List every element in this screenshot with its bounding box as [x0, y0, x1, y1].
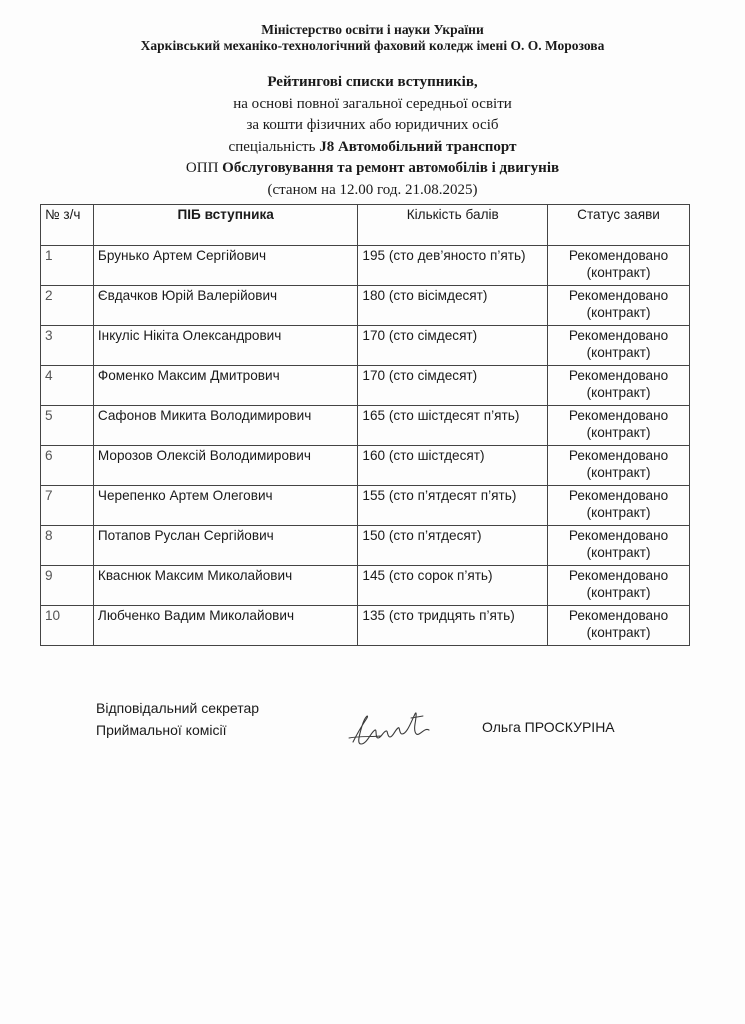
row-num: 4	[41, 366, 94, 406]
row-status: Рекомендовано (контракт)	[548, 246, 690, 286]
row-name: Фоменко Максим Дмитрович	[93, 366, 358, 406]
row-num: 8	[41, 526, 94, 566]
row-score: 160 (сто шістдесят)	[358, 446, 548, 486]
header-status: Статус заяви	[548, 205, 690, 246]
position-line-1: Відповідальний секретар	[96, 700, 260, 716]
specialty-prefix: спеціальність	[228, 138, 320, 155]
table-row	[41, 326, 690, 366]
header-name: ПІБ вступника	[93, 205, 358, 246]
row-status: Рекомендовано (контракт)	[548, 606, 690, 646]
rating-table	[40, 204, 690, 646]
row-num: 2	[41, 286, 94, 326]
row-name: Морозов Олексій Володимирович	[93, 446, 358, 486]
row-score: 195 (сто дев’яносто п’ять)	[358, 246, 548, 286]
as-of-date: (станом на 12.00 год. 21.08.2025)	[267, 181, 478, 198]
specialty-name: J8 Автомобільний транспорт	[319, 138, 517, 155]
row-name: Потапов Руслан Сергійович	[93, 526, 358, 566]
row-num: 7	[41, 486, 94, 526]
handwritten-signature	[345, 704, 435, 754]
program-line	[0, 158, 745, 180]
row-status: Рекомендовано (контракт)	[548, 566, 690, 606]
specialty-line	[0, 137, 745, 159]
college-name: Харківський механіко-технологічний фаховий коледж імені О. О. Морозова	[140, 38, 605, 53]
row-score: 165 (сто шістдесят п’ять)	[358, 406, 548, 446]
row-num: 1	[41, 246, 94, 286]
row-num: 5	[41, 406, 94, 446]
position-line-2: Приймальної комісії	[96, 722, 227, 738]
table-row	[41, 286, 690, 326]
row-name: Кваснюк Максим Миколайович	[93, 566, 358, 606]
header-score: Кількість балів	[358, 205, 548, 246]
row-score: 180 (сто вісімдесят)	[358, 286, 548, 326]
row-name: Брунько Артем Сергійович	[93, 246, 358, 286]
table-row	[41, 446, 690, 486]
row-status: Рекомендовано (контракт)	[548, 286, 690, 326]
table-row	[41, 486, 690, 526]
row-score: 150 (сто п’ятдесят)	[358, 526, 548, 566]
signatory-position	[96, 697, 259, 741]
table-row	[41, 406, 690, 446]
table-row	[41, 606, 690, 646]
signer-name: Ольга ПРОСКУРІНА	[482, 719, 615, 735]
row-status: Рекомендовано (контракт)	[548, 366, 690, 406]
row-name: Євдачков Юрій Валерійович	[93, 286, 358, 326]
table-row	[41, 566, 690, 606]
row-name: Сафонов Микита Володимирович	[93, 406, 358, 446]
table-row	[41, 246, 690, 286]
table-row	[41, 526, 690, 566]
row-status: Рекомендовано (контракт)	[548, 446, 690, 486]
title-line-1: Рейтингові списки вступників,	[267, 74, 478, 90]
row-status: Рекомендовано (контракт)	[548, 326, 690, 366]
row-name: Інкуліс Нікіта Олександрович	[93, 326, 358, 366]
row-status: Рекомендовано (контракт)	[548, 526, 690, 566]
row-num: 6	[41, 446, 94, 486]
ministry-name: Міністерство освіти і науки України	[261, 22, 484, 37]
row-num: 10	[41, 606, 94, 646]
row-status: Рекомендовано (контракт)	[548, 406, 690, 446]
row-score: 155 (сто п’ятдесят п’ять)	[358, 486, 548, 526]
row-status: Рекомендовано (контракт)	[548, 486, 690, 526]
program-name: Обслуговування та ремонт автомобілів і двигунів	[222, 160, 560, 176]
table-row	[41, 366, 690, 406]
row-score: 145 (сто сорок п’ять)	[358, 566, 548, 606]
row-name: Черепенко Артем Олегович	[93, 486, 358, 526]
row-name: Любченко Вадим Миколайович	[93, 606, 358, 646]
title-line-3: за кошти фізичних або юридичних осіб	[246, 117, 499, 133]
header-num: № з/ч	[41, 205, 94, 246]
row-score: 170 (сто сімдесят)	[358, 366, 548, 406]
document-header	[0, 22, 745, 54]
row-num: 3	[41, 326, 94, 366]
document-title	[0, 72, 745, 201]
row-num: 9	[41, 566, 94, 606]
row-score: 170 (сто сімдесят)	[358, 326, 548, 366]
title-line-2: на основі повної загальної середньої освіти	[233, 95, 512, 112]
row-score: 135 (сто тридцять п’ять)	[358, 606, 548, 646]
table-body	[41, 246, 690, 646]
program-prefix: ОПП	[185, 160, 223, 176]
table-header-row	[41, 205, 690, 246]
